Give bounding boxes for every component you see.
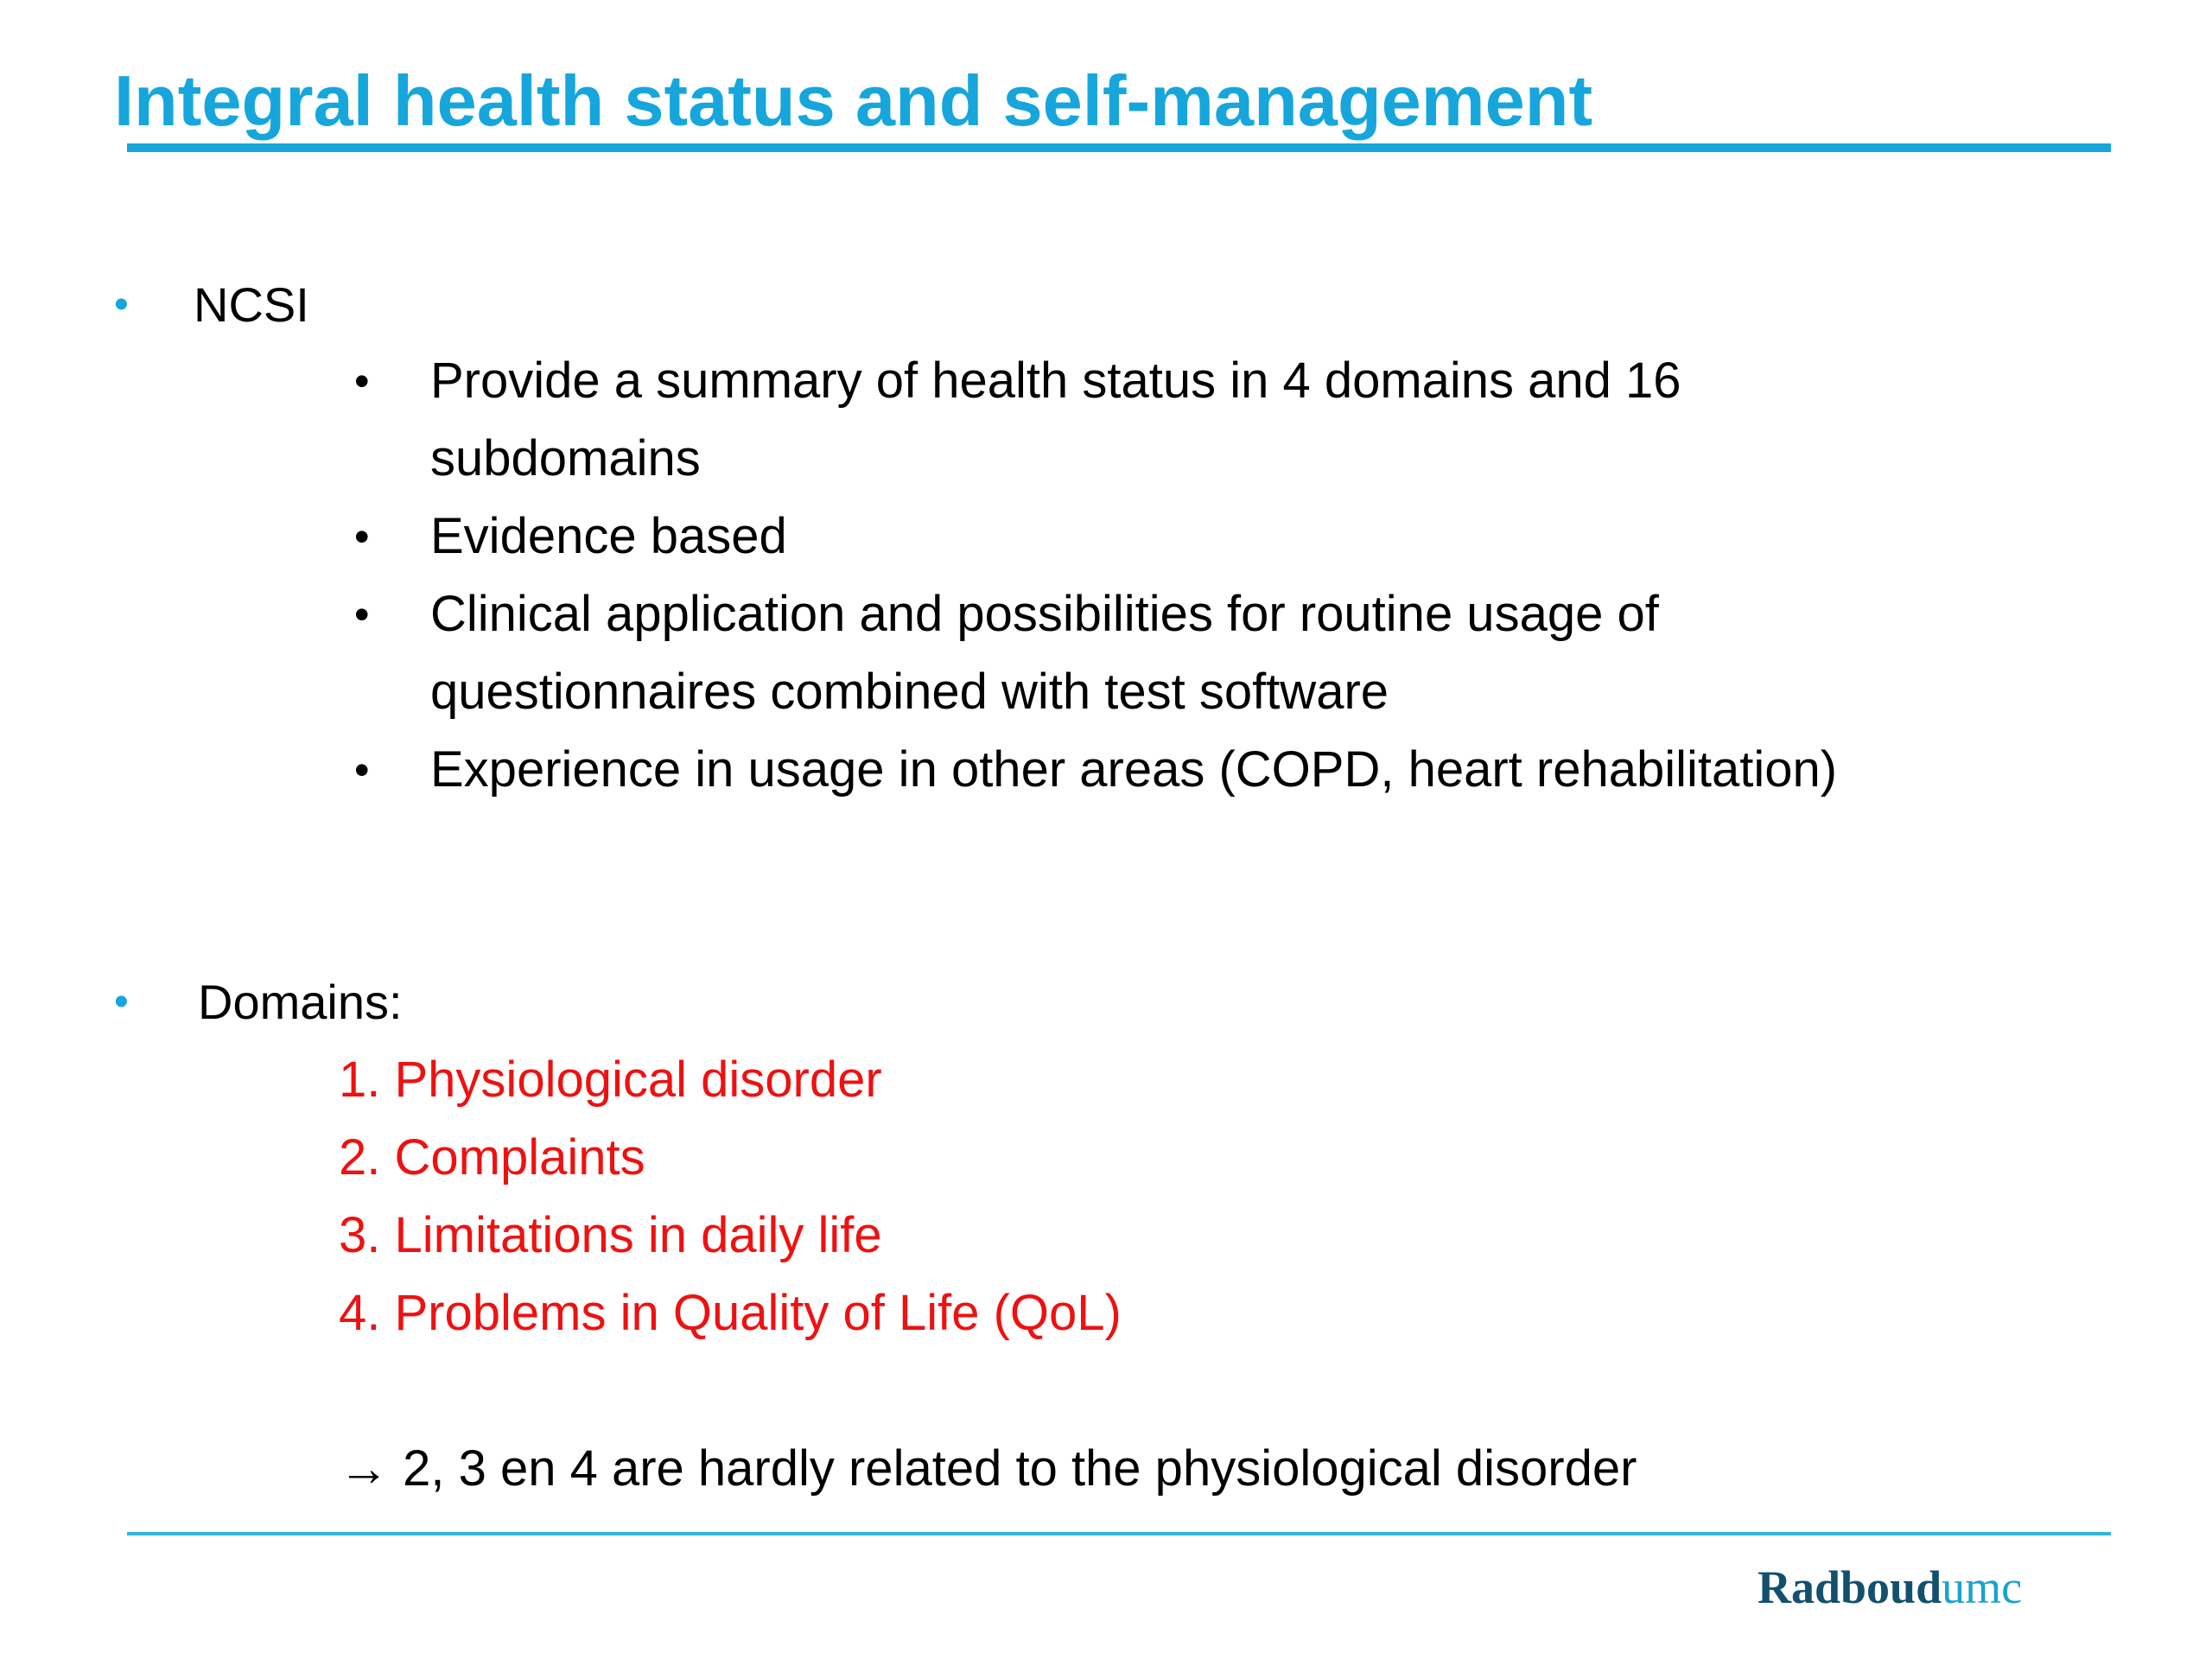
sub-item-line: Evidence based — [430, 508, 787, 564]
bullet-dot-icon: • — [354, 746, 370, 794]
footer-rule — [127, 1532, 2111, 1535]
bullet-dot-icon: • — [114, 282, 129, 327]
sub-item-line: Clinical application and possibilities for routine usage of — [430, 586, 1659, 642]
bullet-label: NCSI — [194, 277, 309, 332]
domain-list — [339, 1041, 1122, 1352]
sub-item-line: Provide a summary of health status in 4 domains and 16 — [430, 353, 1681, 409]
domain-item: 2. Complaints — [339, 1129, 645, 1185]
logo-brand: Radboud — [1758, 1561, 1942, 1613]
sub-item-line: Experience in usage in other areas (COPD, heart rehabilitation) — [430, 741, 1838, 798]
bullet-dot-icon: • — [354, 357, 370, 405]
domain-item: 3. Limitations in daily life — [339, 1207, 882, 1263]
logo-suffix: umc — [1942, 1561, 2023, 1613]
list-item — [346, 342, 2074, 498]
conclusion-text: → 2, 3 en 4 are hardly related to the physiological disorder — [339, 1440, 1637, 1497]
domain-item: 1. Physiological disorder — [339, 1052, 882, 1108]
bullet-dot-icon: • — [354, 590, 370, 639]
bullet-dot-icon: • — [354, 512, 370, 561]
title-underline — [127, 143, 2111, 152]
bullet-dot-icon: • — [114, 979, 129, 1025]
sub-item-line: subdomains — [430, 430, 701, 486]
list-item — [346, 498, 2074, 575]
radboudumc-logo — [1758, 1557, 2022, 1618]
bullet-label: Domains: — [198, 975, 403, 1029]
slide-title: Integral health status and self-management — [114, 60, 1593, 141]
domain-item: 4. Problems in Quality of Life (QoL) — [339, 1285, 1122, 1341]
list-item — [346, 575, 2074, 731]
list-item — [346, 731, 2074, 809]
ncsi-sub-list — [346, 342, 2074, 809]
sub-item-line: questionnaires combined with test software — [430, 664, 1389, 720]
